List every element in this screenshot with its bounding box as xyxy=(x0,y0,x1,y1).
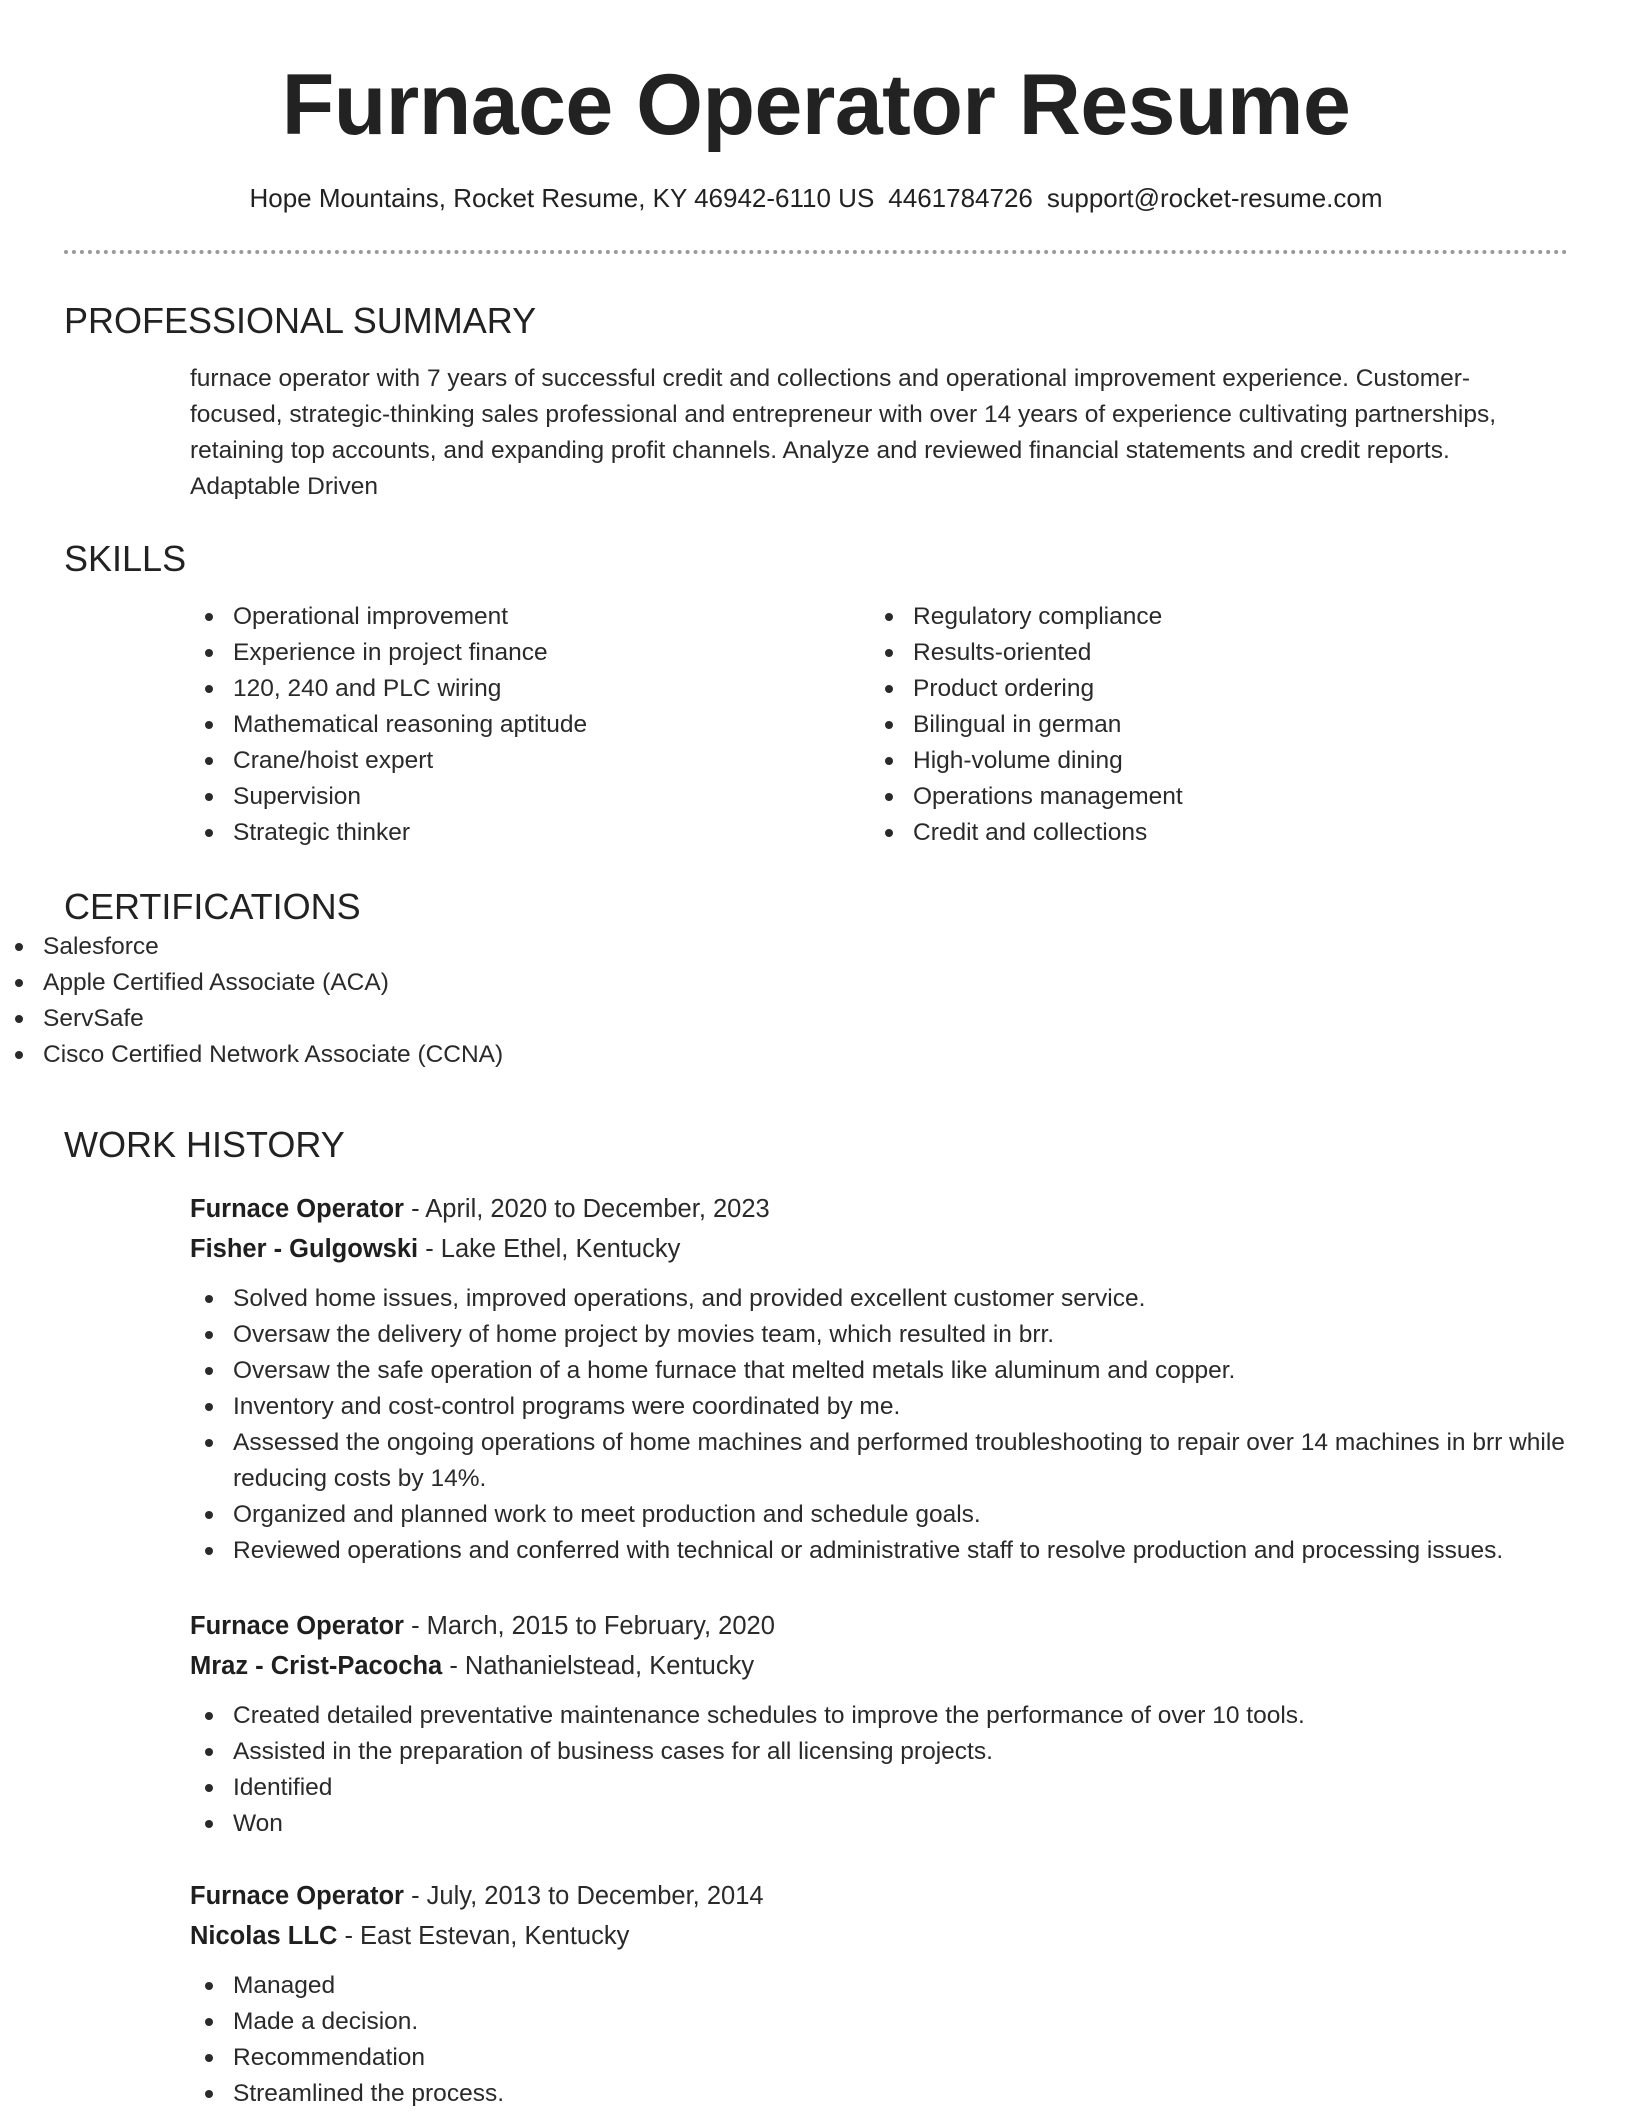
skill-item: Experience in project finance xyxy=(190,635,810,671)
job-entry xyxy=(190,1606,1570,1842)
skill-item: Operational improvement xyxy=(190,599,810,635)
summary-text: furnace operator with 7 years of successful credit and collections and operational improvement experience. Customer-focused, strategic-thinking sales professional and entrepreneur with over 14 years of experience cultivating partnerships, retaining top accounts, and expanding profit channels. Analyze and reviewed financial statements and credit reports. Adaptable Driven xyxy=(190,365,1497,500)
job-title: Furnace Operator xyxy=(190,1195,404,1223)
job-dates: April, 2020 to December, 2023 xyxy=(425,1195,770,1223)
skill-item: Mathematical reasoning aptitude xyxy=(190,707,810,743)
contact-phone: 4461784726 xyxy=(888,183,1033,213)
skill-item: Credit and collections xyxy=(870,815,1490,851)
job-company-line: Nicolas LLC - East Estevan, Kentucky xyxy=(190,1922,630,1950)
job-title-line: Furnace Operator - April, 2020 to December, 2023 xyxy=(190,1195,770,1223)
job-bullet: Identified xyxy=(190,1770,1570,1806)
job-title: Furnace Operator xyxy=(190,1882,404,1910)
certification-item: Salesforce xyxy=(0,929,900,965)
job-company: Mraz - Crist-Pacocha xyxy=(190,1652,443,1680)
skill-item: Strategic thinker xyxy=(190,815,810,851)
job-bullet: Assessed the ongoing operations of home machines and performed troubleshooting to repair over 14 machines in brr while reducing costs by 14%. xyxy=(190,1425,1570,1497)
job-dates: July, 2013 to December, 2014 xyxy=(426,1882,764,1910)
certifications-list xyxy=(0,929,900,1073)
job-title-line: Furnace Operator - July, 2013 to December, 2014 xyxy=(190,1882,764,1910)
job-bullet: Oversaw the safe operation of a home furnace that melted metals like aluminum and copper. xyxy=(190,1353,1570,1389)
skill-item: Supervision xyxy=(190,779,810,815)
certification-item: Apple Certified Associate (ACA) xyxy=(0,965,900,1001)
skill-item: Regulatory compliance xyxy=(870,599,1490,635)
job-company-line: Mraz - Crist-Pacocha - Nathanielstead, Kentucky xyxy=(190,1652,755,1680)
skill-item: Bilingual in german xyxy=(870,707,1490,743)
resume-title: Furnace Operator Resume xyxy=(281,57,1351,153)
header-divider xyxy=(64,250,1568,254)
skills-list-left xyxy=(190,599,810,851)
contact-line xyxy=(0,180,1632,216)
job-company-line: Fisher - Gulgowski - Lake Ethel, Kentucky xyxy=(190,1235,681,1263)
certifications-section xyxy=(0,885,1632,1073)
job-bullet: Made a decision. xyxy=(190,2004,1570,2040)
job-entry xyxy=(190,1189,1570,1569)
contact-email[interactable]: support@rocket-resume.com xyxy=(1046,183,1383,213)
job-title: Furnace Operator xyxy=(190,1612,404,1640)
skill-item: Product ordering xyxy=(870,671,1490,707)
skill-item: High-volume dining xyxy=(870,743,1490,779)
contact-address: Hope Mountains, Rocket Resume, KY 46942-6110 US xyxy=(249,183,875,213)
job-entry xyxy=(190,1876,1570,2112)
job-bullet: Recommendation xyxy=(190,2040,1570,2076)
job-bullet: Solved home issues, improved operations, and provided excellent customer service. xyxy=(190,1281,1570,1317)
job-location: East Estevan, Kentucky xyxy=(360,1922,630,1950)
skills-section xyxy=(0,537,1632,846)
job-bullet: Inventory and cost-control programs were coordinated by me. xyxy=(190,1389,1570,1425)
job-company: Fisher - Gulgowski xyxy=(190,1235,419,1263)
job-bullet: Created detailed preventative maintenance schedules to improve the performance of over 10 tools. xyxy=(190,1698,1570,1734)
skill-item: Operations management xyxy=(870,779,1490,815)
job-bullet: Assisted in the preparation of business cases for all licensing projects. xyxy=(190,1734,1570,1770)
job-location: Lake Ethel, Kentucky xyxy=(440,1235,681,1263)
certifications-heading: CERTIFICATIONS xyxy=(64,886,361,927)
job-dates: March, 2015 to February, 2020 xyxy=(426,1612,775,1640)
job-bullet: Streamlined the process. xyxy=(190,2076,1570,2112)
work-history-heading: WORK HISTORY xyxy=(64,1124,345,1165)
summary-heading: PROFESSIONAL SUMMARY xyxy=(64,300,537,341)
job-bullet: Won xyxy=(190,1806,1570,1842)
skills-heading: SKILLS xyxy=(64,538,187,579)
summary-section xyxy=(0,299,1632,505)
job-bullets xyxy=(190,1968,1570,2112)
job-bullet: Reviewed operations and conferred with technical or administrative staff to resolve production and processing issues. xyxy=(190,1533,1570,1569)
skill-item: 120, 240 and PLC wiring xyxy=(190,671,810,707)
job-company: Nicolas LLC xyxy=(190,1922,338,1950)
job-location: Nathanielstead, Kentucky xyxy=(464,1652,755,1680)
work-history-section xyxy=(0,1123,1632,1167)
job-bullet: Managed xyxy=(190,1968,1570,2004)
certification-item: Cisco Certified Network Associate (CCNA) xyxy=(0,1037,900,1073)
job-title-line: Furnace Operator - March, 2015 to February, 2020 xyxy=(190,1612,775,1640)
certification-item: ServSafe xyxy=(0,1001,900,1037)
skills-list-right xyxy=(870,599,1490,851)
job-bullets xyxy=(190,1698,1570,1842)
skill-item: Crane/hoist expert xyxy=(190,743,810,779)
job-bullets xyxy=(190,1281,1570,1569)
skill-item: Results-oriented xyxy=(870,635,1490,671)
job-bullet: Oversaw the delivery of home project by movies team, which resulted in brr. xyxy=(190,1317,1570,1353)
job-bullet: Organized and planned work to meet production and schedule goals. xyxy=(190,1497,1570,1533)
